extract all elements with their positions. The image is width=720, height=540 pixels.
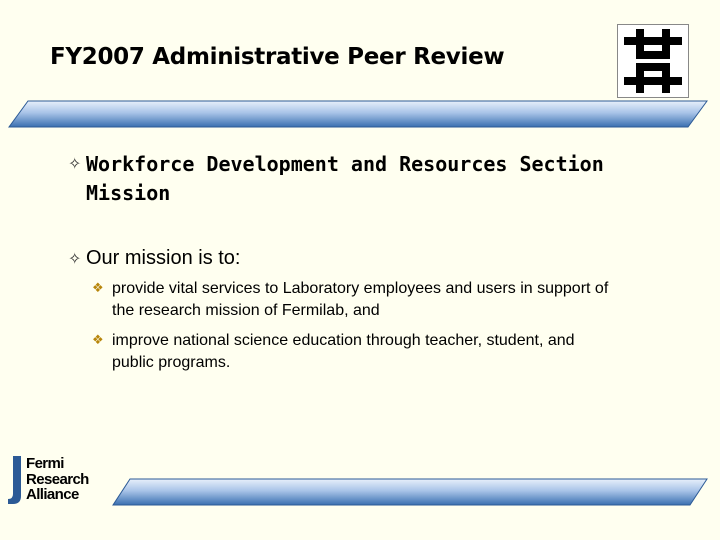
bullet-mission-heading	[68, 150, 646, 208]
mission-intro: Our mission is to:	[86, 247, 241, 269]
fermilab-logo-icon	[617, 24, 689, 98]
fermi-research-alliance-logo-icon	[8, 456, 108, 506]
sub-bullet-services	[92, 278, 612, 322]
logo-line-fermi: Fermi	[26, 455, 64, 472]
logo-line-research: Research	[26, 470, 89, 488]
sub-bullet-education	[92, 330, 612, 374]
logo-line-alliance: Alliance	[26, 486, 79, 503]
star-bullet-icon: ✧	[68, 249, 82, 268]
bottom-divider-bar	[112, 478, 708, 506]
services-text: provide vital services to Laboratory employees and users in support of the research mission of Fermilab, and	[112, 280, 609, 319]
slide-title: FY2007 Administrative Peer Review	[50, 44, 505, 70]
star-bullet-icon: ✧	[68, 154, 82, 173]
diamond-bullet-icon: ❖	[92, 281, 104, 296]
top-divider-bar	[8, 100, 708, 128]
education-text: improve national science education through teacher, student, and public programs.	[112, 332, 575, 371]
diamond-bullet-icon: ❖	[92, 333, 104, 348]
mission-heading: Workforce Development and Resources Section Mission	[86, 152, 604, 205]
bullet-mission-intro	[68, 245, 240, 273]
